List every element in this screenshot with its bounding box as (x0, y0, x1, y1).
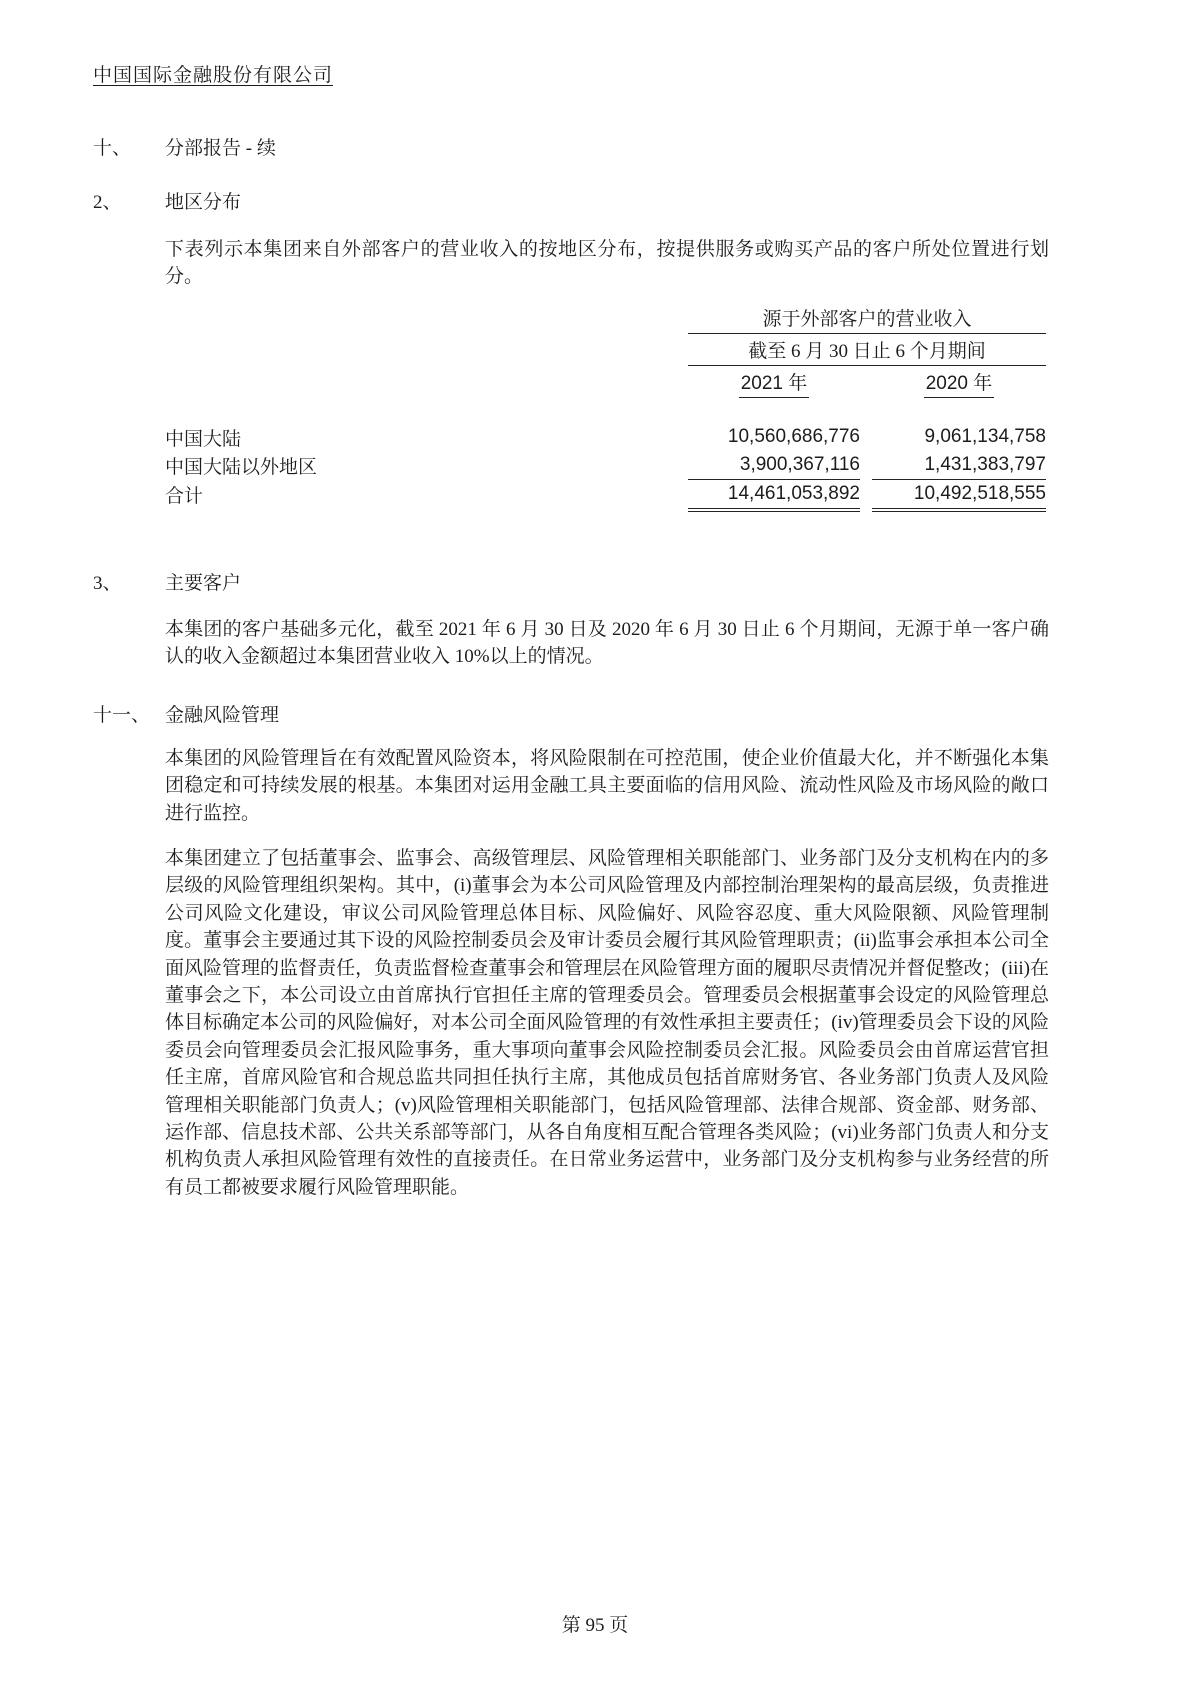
company-name: 中国国际金融股份有限公司 (93, 65, 334, 86)
row-label-mainland: 中国大陆 (165, 428, 242, 450)
section-10-2-number: 2、 (93, 192, 122, 213)
mainland-2020-value: 9,061,134,758 (924, 426, 1046, 447)
section-11-title: 金融风险管理 (165, 705, 280, 726)
total-2020-value: 10,492,518,555 (872, 479, 1046, 510)
total-label: 合计 (165, 486, 204, 507)
section-10-number: 十、 (93, 138, 132, 159)
outside-2021-value: 3,900,367,116 (688, 451, 860, 479)
table-row (165, 451, 1046, 479)
section-10-heading (93, 133, 276, 160)
row-label-outside-mainland: 中国大陆以外地区 (165, 456, 318, 478)
mainland-2021-value: 10,560,686,776 (727, 426, 860, 447)
section-10-2-title: 地区分布 (165, 192, 242, 213)
section-10-title: 分部报告 - 续 (165, 138, 276, 159)
section-10-2-heading (93, 187, 241, 214)
section-11-number: 十一、 (93, 705, 151, 726)
table-row (165, 423, 1046, 451)
table-subtitle: 截至 6 月 30 日止 6 个月期间 (688, 333, 1046, 365)
section-10-3-number: 3、 (93, 573, 122, 594)
section-10-3-title: 主要客户 (165, 573, 242, 594)
table-subtitle-row (165, 333, 1046, 365)
table-title-row (165, 303, 1046, 333)
column-header-2020: 2020 年 (872, 365, 1046, 401)
major-customers-paragraph: 本集团的客户基础多元化，截至 2021 年 6 月 30 日及 2020 年 6 月 30 日止 6 个月期间，无源于单一客户确认的收入金额超过本集团营业收入 10%以上的情况。 (165, 619, 1049, 668)
outside-2020-value: 1,431,383,797 (872, 451, 1046, 479)
risk-management-paragraph-2: 本集团建立了包括董事会、监事会、高级管理层、风险管理相关职能部门、业务部门及分支机构在内的多层级的风险管理组织架构。其中，(i)董事会为本公司风险管理及内部控制治理架构的最高层级，负责推进公司风险文化建设，审议公司风险管理总体目标、风险偏好、风险容忍度、重大风险限额、风险管理制度。董事会主要通过其下设的风险控制委员会及审计委员会履行其风险管理职责；(ii)监事会承担本公司全面风险管理的监督责任，负责监督检查董事会和管理层在风险管理方面的履职尽责情况并督促整改；(iii)在董事会之下，本公司设立由首席执行官担任主席的管理委员会。管理委员会根据董事会设定的风险管理总体目标确定本公司的风险偏好，对本公司全面风险管理的有效性承担主要责任；(iv)管理委员会下设的风险委员会向管理委员会汇报风险事务，重大事项向董事会风险控制委员会汇报。风险委员会由首席运营官担任主席，首席风险官和合规总监共同担任执行主席，其他成员包括首席财务官、各业务部门负责人及风险管理相关职能部门负责人；(v)风险管理相关职能部门，包括风险管理部、法律合规部、资金部、财务部、运作部、信息技术部、公共关系部等部门，从各自角度相互配合管理各类风险；(vi)业务部门负责人和分支机构负责人承担风险管理有效性的直接责任。在日常业务运营中，业务部门及分支机构参与业务经营的所有员工都被要求履行风险管理职能。 (165, 848, 1049, 1198)
table-year-header-row (165, 365, 1046, 401)
table-total-row (165, 479, 1046, 510)
risk-management-paragraph-1: 本集团的风险管理旨在有效配置风险资本，将风险限制在可控范围，使企业价值最大化，并不断强化本集团稳定和可持续发展的根基。本集团对运用金融工具主要面临的信用风险、流动性风险及市场风险的敞口进行监控。 (165, 748, 1049, 824)
total-2021-value: 14,461,053,892 (688, 479, 860, 510)
table-title: 源于外部客户的营业收入 (688, 303, 1046, 333)
column-header-2021: 2021 年 (688, 365, 860, 401)
section-10-3-heading (93, 568, 241, 595)
section-11-heading (93, 700, 279, 727)
page-number: 第 95 页 (561, 1615, 629, 1636)
geo-distribution-intro: 下表列示本集团来自外部客户的营业收入的按地区分布，按提供服务或购买产品的客户所处位置进行划分。 (165, 239, 1049, 288)
revenue-by-region-table (165, 303, 1046, 512)
